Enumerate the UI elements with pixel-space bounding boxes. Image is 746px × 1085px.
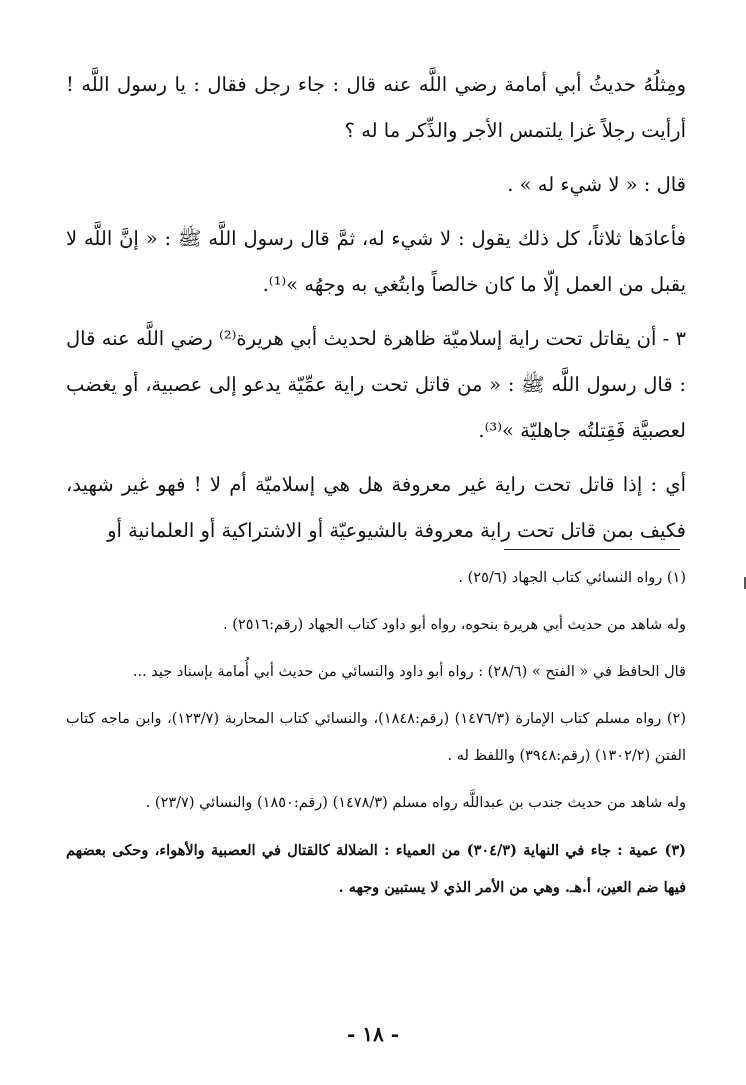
- page-number: - ١٨ -: [346, 1022, 399, 1046]
- footnote-1-hafiz: قال الحافظ في « الفتح » (٢٨/٦) : رواه أبو داود والنسائي من حديث أبي أُمامة بإسناد جيد ...: [132, 664, 686, 680]
- footnote-2: (٢) رواه مسلم كتاب الإمارة (١٤٧٦/٣) (رقم:١٨٤٨)، والنسائي كتاب المحاربة (١٢٣/٧)، وابن ماجه كتاب الفتن (١٣٠٢/٢) (رقم:٣٩٤٨) واللفظ له .: [66, 711, 686, 764]
- body-paragraph-2: قال : « لا شيء له » .: [507, 173, 686, 196]
- footnote-3: (٣) عمية : جاء في النهاية (٣٠٤/٣) من العمياء : الضلالة كالقتال في العصبية والأهواء، وحكى بعضهم فيها ضم العين، أ.هـ. وهي من الأمر الذي لا يستبين وجهه .: [66, 842, 686, 896]
- body-paragraph-5: أي : إذا قاتل تحت راية غير معروفة هل هي إسلاميّة أم لا ! فهو غير شهيد، فكيف بمن قاتل تحت راية معروفة بالشيوعيّة أو الاشتراكية أو العلمانية أو: [66, 473, 686, 542]
- body-paragraph-3: فأعادَها ثلاثاً، كل ذلك يقول : لا شيء له، ثمَّ قال رسول اللَّه ﷺ : « إنَّ اللَّه لا يقبل من العمل إلّا ما كان خالصاً وابتُغي به وجهُه »⁽¹⁾.: [66, 227, 686, 296]
- body-paragraph-1: ومِثلُهُ حديثُ أبي أمامة رضي اللَّه عنه قال : جاء رجل فقال : يا رسول اللَّه ! أرأيت رجلاً غزا يلتمس الأجر والذِّكر ما له ؟: [66, 73, 686, 142]
- main-text: [66, 62, 686, 554]
- footnotes: [66, 560, 686, 916]
- footnote-separator: [504, 549, 680, 550]
- footnote-1-witness: وله شاهد من حديث أبي هريرة بنحوه، رواه أبو داود كتاب الجهاد (رقم:٢٥١٦) .: [223, 617, 686, 633]
- footnote-2-witness: وله شاهد من حديث جندب بن عبداللَّه رواه مسلم (١٤٧٨/٣) (رقم:١٨٥٠) والنسائي (٢٣/٧) .: [145, 795, 686, 811]
- footnote-1: (١) رواه النسائي كتاب الجهاد (٢٥/٦) .: [458, 570, 686, 586]
- body-paragraph-4: ٣ - أن يقاتل تحت راية إسلاميّة ظاهرة لحديث أبي هريرة⁽²⁾ رضي اللَّه عنه قال : قال رسول اللَّه ﷺ : « من قاتل تحت راية عمِّيّة يدعو إلى عصبية، أو يغضب لعصبيَّة فَقِتلتُه جاهليّة »⁽³⁾.: [66, 327, 686, 442]
